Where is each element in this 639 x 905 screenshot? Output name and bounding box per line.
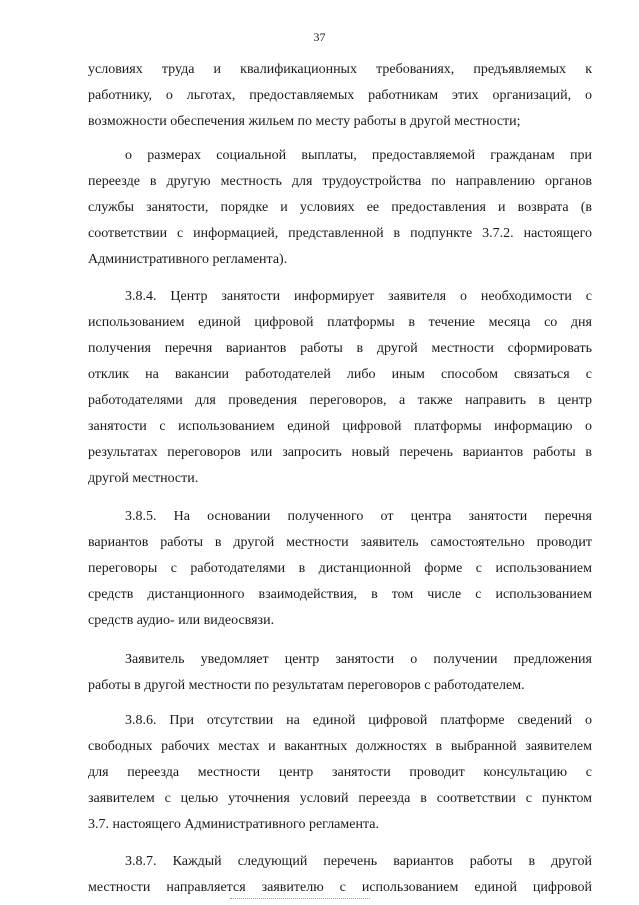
text-line: работодателями для проведения переговоров, а также направить в центр: [88, 393, 592, 408]
text-line: получения перечня вариантов работы в другой местности сформировать: [88, 341, 592, 356]
text-line: занятости с использованием единой цифровой платформы информацию о: [88, 419, 592, 434]
text-line: 3.8.4. Центр занятости информирует заявителя о необходимости с: [125, 289, 592, 304]
text-line: средств дистанционного взаимодействия, в том числе с использованием: [88, 587, 592, 602]
text-line: соответствии с информацией, представленной в подпункте 3.7.2. настоящего: [88, 226, 592, 241]
text-line: Административного регламента).: [88, 252, 288, 267]
paragraph-notification: [88, 647, 592, 699]
text-line: отклик на вакансии работодателей либо иным способом связаться с: [88, 367, 592, 382]
text-line: заявителем с целью уточнения условий переезда в соответствии с пунктом: [88, 791, 592, 806]
text-line: возможности обеспечения жильем по месту работы в другой местности;: [88, 114, 521, 129]
paragraph-3-8-7: [88, 849, 592, 901]
scan-edge-mark: [230, 898, 370, 899]
text-line: Заявитель уведомляет центр занятости о получении предложения: [125, 652, 592, 667]
text-line: 3.7. настоящего Административного регламента.: [88, 817, 379, 832]
text-line: условиях труда и квалификационных требованиях, предъявляемых к: [88, 62, 592, 77]
text-line: переезде в другую местность для трудоустройства по направлению органов: [88, 174, 592, 189]
text-line: для переезда местности центр занятости проводит консультацию с: [88, 765, 592, 780]
text-line: вариантов работы в другой местности заявитель самостоятельно проводит: [88, 535, 592, 550]
text-line: средств аудио- или видеосвязи.: [88, 613, 275, 628]
text-line: 3.8.6. При отсутствии на единой цифровой платформе сведений о: [125, 713, 592, 728]
text-line: 3.8.5. На основании полученного от центра занятости перечня: [125, 509, 592, 524]
text-line: службы занятости, порядке и условиях ее предоставления и возврата (в: [88, 200, 592, 215]
text-line: 3.8.7. Каждый следующий перечень вариантов работы в другой: [125, 854, 592, 869]
text-line: о размерах социальной выплаты, предоставляемой гражданам при: [125, 148, 592, 163]
paragraph-3-8-6: [88, 708, 592, 838]
text-line: работнику, о льготах, предоставляемых работникам этих организаций, о: [88, 88, 592, 103]
paragraph-3-8-5: [88, 504, 592, 634]
paragraph-3-8-4: [88, 284, 592, 492]
text-line: местности направляется заявителю с использованием единой цифровой: [88, 880, 592, 895]
text-line: переговоры с работодателями в дистанционной форме с использованием: [88, 561, 592, 576]
paragraph-conditions: [88, 57, 592, 135]
page-number: 37: [313, 30, 326, 44]
text-line: свободных рабочих местах и вакантных должностях в выбранной заявителем: [88, 739, 592, 754]
text-line: использованием единой цифровой платформы в течение месяца со дня: [88, 315, 592, 330]
text-line: другой местности.: [88, 471, 199, 486]
text-line: работы в другой местности по результатам переговоров с работодателем.: [88, 678, 525, 693]
text-line: результатах переговоров или запросить новый перечень вариантов работы в: [88, 445, 592, 460]
document-body: [88, 57, 592, 901]
paragraph-social-payment: [88, 143, 592, 273]
